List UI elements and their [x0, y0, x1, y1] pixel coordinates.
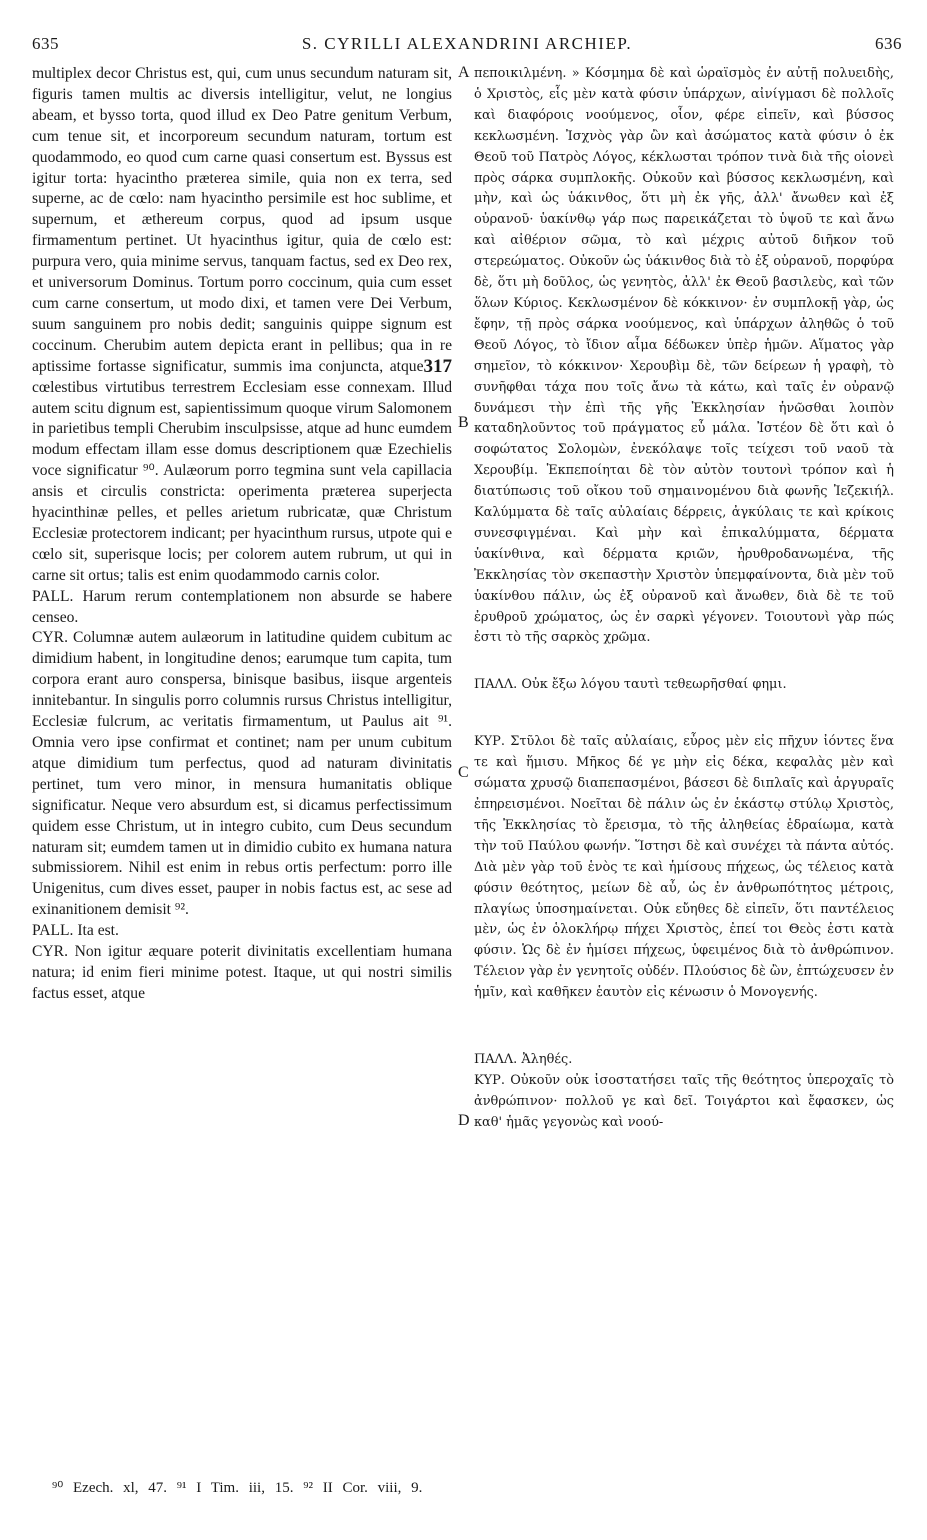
latin-paragraph: PALL. Harum rerum contemplationem non absurde se habere censeo.	[32, 587, 452, 626]
footnote: ⁹⁰ Ezech. xl, 47.	[52, 1480, 168, 1496]
page-number-right: 636	[875, 34, 902, 53]
page-number-left: 635	[32, 34, 59, 53]
footnote: ⁹¹ I Tim. iii, 15.	[176, 1480, 294, 1496]
column-number: 317	[423, 355, 452, 377]
greek-paragraph: ΚΥΡ. Στῦλοι δὲ ταῖς αὐλαίαις, εὖρος μὲν εἰς πῆχυν ἰόντες ἕνα τε καὶ ἥμισυ. Μῆκος δέ γε μὴν εἰς δέκα, κεφαλὰς μὲν καὶ σώματα χρυσῷ διαπεπασμένοι, βάσεσι δὲ διπλαῖς καὶ ἀργυραῖς ἐπηρεισμένοι. Νοεῖται δὲ πάλιν ὡς ἐν ἑκάστῳ στύλῳ Χριστὸς, τῆς Ἐκκλησίας τὸ ἔρεισμα, τὸ τῆς ἀληθείας ἑδραίωμα, κατὰ τὴν τοῦ Παύλου φωνήν. Ἵστησι δὲ καὶ συνέχει τὰ πάντα αὐτός. Διὰ μὲν γὰρ τοῦ ἑνὸς τε καὶ ἡμίσους πήχεως, ὡς τέλειος κατὰ φύσιν θεότητος, μείων δὲ αὖ, ὡς ἐν ἀνθρωπότητος μέτροις, πλαγίως ὑποσημαίνεται. Οὐκ εὔηθες δὲ εἰπεῖν, ὅτι παντέλειος μὲν, ὡς ἐν ὁλοκλήρῳ πήχει Χριστὸς, ἐπεί τοι Θεὸς ἐστι κατὰ φύσιν. Ὡς δὲ ἐν ἡμίσει πήχεως, ὑφειμένος διὰ τὸ ἀνθρώπινον. Τέλειον γὰρ ἐν γενητοῖς οὐδέν. Πλούσιος δὲ ὢν, ἐπτώχευσεν ἐν ἡμῖν, καὶ καθῆκεν ἑαυτὸν εἰς κένωσιν ὁ Μονογενής.	[474, 734, 894, 1001]
latin-paragraph: PALL. Ita est.	[32, 922, 119, 940]
latin-column	[32, 64, 452, 1005]
footnotes	[52, 1478, 422, 1497]
running-title: S. CYRILLI ALEXANDRINI ARCHIEP.	[301, 34, 633, 53]
page-header	[32, 34, 902, 58]
margin-marker-b: B	[458, 414, 469, 431]
latin-text: atque cœlestibus virtutibus terrestrem Ecclesiam esse connexam. Illud autem scitu dignum est, sapientissimum quoque virum Salomonem in parietibus templi Cherubim insculpsisse, atque ad hunc eumdem modum effectam illam esse domus descriptionem quæ Ezechielis voce significatur ⁹⁰. Aulæorum porro tegmina sunt vela capillacia ansis et circulis constricta: operimenta præterea superjecta hyacinthinæ pelles, et pelles arietum rubricatæ, quæ Christum Ecclesiæ protectorem indicant; per hyacinthum rursus, utpote qui e cœlo sit, superisque locis; per colorem autem rubrum, ut qui in carne sit ortus; talis est enim quodammodo carnis color.	[32, 357, 452, 584]
latin-paragraph	[32, 64, 452, 587]
margin-marker-d: D	[458, 1112, 470, 1129]
margin-marker-a: A	[458, 64, 470, 81]
footnote: ⁹² II Cor. viii, 9.	[303, 1480, 423, 1496]
margin-marker-c: C	[458, 764, 469, 781]
greek-paragraph: ΚΥΡ. Οὐκοῦν οὐκ ἰσοστατήσει ταῖς τῆς θεότητος ὑπεροχαῖς τὸ ἀνθρώπινον· πολλοῦ γε καὶ δεῖ. Τοιγάρτοι καὶ ἔφασκεν, ὡς καθ' ἡμᾶς γεγονὼς καὶ νοού-	[474, 1072, 894, 1130]
greek-paragraph: ΠΑΛΛ. Ἀληθές.	[474, 1052, 573, 1068]
greek-paragraph: ΠΑΛΛ. Οὐκ ἔξω λόγου ταυτὶ τεθεωρῆσθαί φημι.	[474, 677, 787, 693]
latin-text: multiplex decor Christus est, qui, cum unus secundum naturam sit, figuris tamen multis ac diversis intelligitur, velut, ne longius abeam, et bysso torta, quod illud ex Deo Patre genitum Verbum, cum tenue sit, et incorporeum secundum naturam, tortum est quodammodo, eo quod cum carne quasi consertum est. Byssus est igitur torta: hyacintho præterea simile, quia non ex terra, sed superne, ac de cœlo: nam hyacintho persimile est hoc sublime, et supernum, et æthereum corpus, quod ad ipsum usque firmamentum pertinet. Ut hyacinthus igitur, quia de cœlo est: purpura vero, quia minime servus, tanquam factus, sed ex Deo rex, et universorum Dominus. Tortum porro coccinum, quia cum esset cum carne consertum, ut modo dixi, et tamen vere Dei Verbum, suum sanguinem pro nobis dedit; sanguinis quippe signum est coccinum. Cherubim autem depicta erant in pellibus; qua in re aptissime fortasse significatur, summis ima conjuncta,	[32, 65, 452, 375]
latin-paragraph: CYR. Non igitur æquare poterit divinitatis excellentiam humana natura; id enim fieri minime potest. Itaque, ut qui nostri similis factus esset, atque	[32, 943, 452, 1002]
greek-paragraph: πεποικιλμένη. » Κόσμημα δὲ καὶ ὡραϊσμὸς ἐν αὐτῇ πολυειδὴς, ὁ Χριστὸς, εἷς μὲν κατὰ φύσιν ὑπάρχων, αἰνίγμασι δὲ πολλοῖς καὶ διαφόροις νοούμενος, οἷον, φέρε εἰπεῖν, καὶ βύσσος κεκλωσμένη. Ἰσχνὸς γὰρ ὢν καὶ ἀσώματος κατὰ φύσιν ὁ ἐκ Θεοῦ τοῦ Πατρὸς Λόγος, κέκλωσται τρόπον τινὰ διὰ τῆς οἱονεὶ πρὸς σάρκα συμπλοκῆς. Οὐκοῦν καὶ βύσσος κεκλωσμένη, καὶ μὴν, καὶ ὡς ὑάκινθος, ὅτι μὴ ἐκ γῆς, ἀλλ' ἄνωθεν καὶ ἐξ οὐρανοῦ· ὑακίνθῳ γάρ πως παρεικάζεται τὸ ὑψοῦ τε καὶ ἄνω καὶ αἰθέριον σῶμα, τὸ καὶ μέχρις αὐτοῦ διῆκον τοῦ στερεώματος. Οὐκοῦν ὡς ὑάκινθος διὰ τὸ ἐξ οὐρανοῦ, πορφύρα δὲ, ὅτι μὴ δοῦλος, ὡς γενητὸς, ἀλλ' ἐκ Θεοῦ βασιλεὺς, καὶ τῶν ὅλων Κύριος. Κεκλωσμένον δὲ κόκκινον· ἐν συμπλοκῇ γὰρ, ὡς ἔφην, τῇ πρὸς σάρκα νοούμενος, καὶ ὑπάρχων ἀληθῶς ὁ τοῦ Θεοῦ Λόγος, τὸ ἴδιον αἷμα δέδωκεν ὑπὲρ ἡμῶν. Αἵματος γὰρ σημεῖον, τὸ κόκκινον· Χερουβὶμ δὲ, τῶν δείρεων ἡ γραφὴ, τὸ συνῆφθαι τάχα που τοῖς ἄνω τὰ κάτω, καὶ ταῖς ἐν οὐρανῷ δυνάμεσι τὴν ἐπὶ τῆς γῆς Ἐκκλησίαν ἡνῶσθαι λοιπὸν καταδηλοῦντος τοῦ πράγματος εὖ μάλα. Ἰστέον δὲ ὅτι καὶ ὁ σοφώτατος Σολομὼν, ἐνεκόλαψε τοῖς τείχεσι τοῦ ναοῦ τὰ Χερουβίμ. Ἐκπεποίηται δὲ τὸν αὐτὸν τουτονὶ τρόπον καὶ ἡ διατύπωσις τοῦ οἴκου τοῦ σημαινομένου διὰ φωνῆς Ἰεζεκιήλ. Καλύμματα δὲ ταῖς αὐλαίαις δέρρεις, ἀγκύλαις τε καὶ κρίκοις συνεσφιγμέναι. Καὶ μὴν καὶ ἐπικαλύμματα, δέρματα ὑακίνθινα, καὶ δέρματα κριῶν, ἠρυθροδανωμένα, τῆς Ἐκκλησίας τὸν σκεπαστὴν Χριστὸν ὑπεμφαίνοντα, διὰ μὲν τοῦ ὑακίνθου πάλιν, ὡς ἐξ οὐρανοῦ καὶ ἄνωθεν, διὰ δὲ τε τοῦ ἐρυθροῦ χρώματος, ὡς ἐν σαρκὶ γέγονεν. Τοιουτονὶ γὰρ πώς ἐστι τὸ τῆς σαρκὸς χρῶμα.	[474, 66, 894, 646]
greek-column	[474, 64, 894, 1134]
latin-paragraph: CYR. Columnæ autem aulæorum in latitudine quidem cubitum ac dimidium habent, in longitudine denos; earumque tum capita, tum corpora erant auro conspersa, binisque basibus, iisque argenteis innitebantur. In singulis porro columnis rursus Christus intelligitur, Ecclesiæ fulcrum, ac veritatis firmamentum, ut Paulus ait ⁹¹. Omnia vero ipse confirmat et continet; nam per unum cubitum atque dimidium tum perfectus, quod ad naturam divinitatis pertinet, tum vero minor, in mensura humanitatis oblique significatur. Neque vero absurdum est, si dicamus perfectissimum quidem esse Christum, ut in integro cubito, cum Deus secundum naturam sit; eumdem tamen ut in dimidio cubito ex humana natura submissiorem. Nihil est enim in rebus ortis perfectum: porro ille Unigenitus, cum dives esset, pauper in nobis factus est, ac sese ad exinanitionem demisit ⁹².	[32, 629, 452, 919]
